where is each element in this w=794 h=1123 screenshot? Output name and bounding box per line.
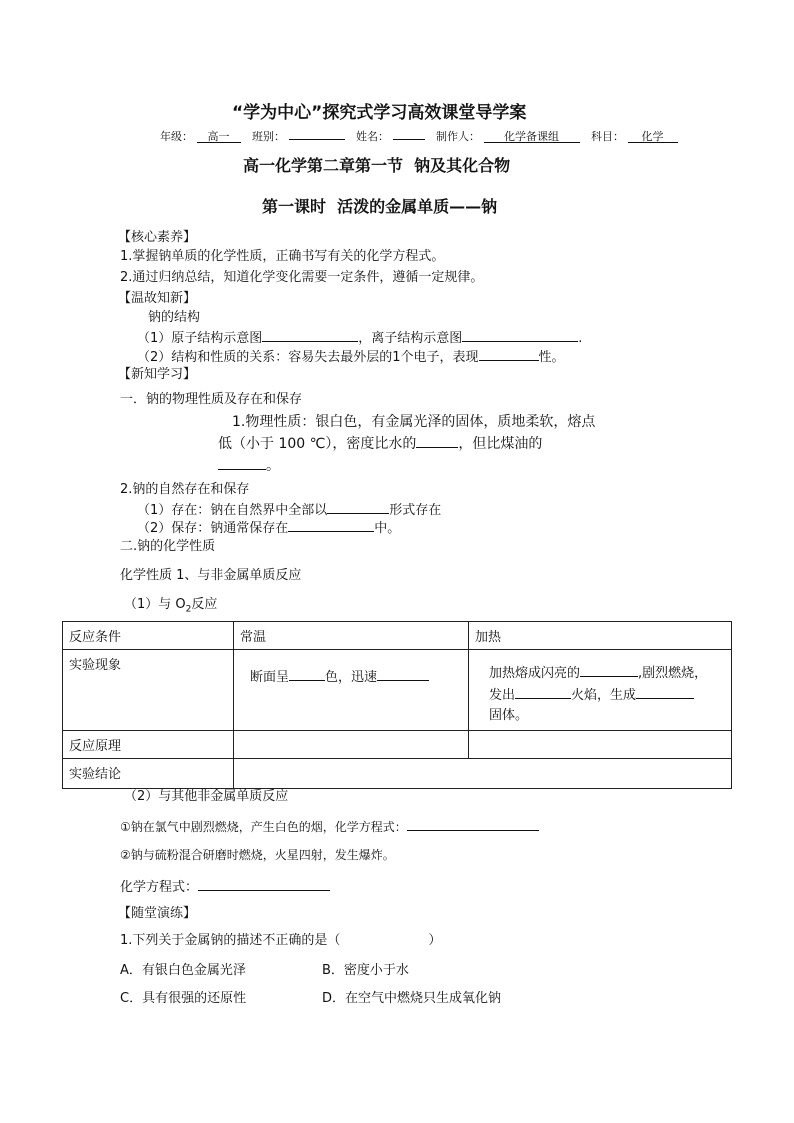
density-water-blank[interactable] bbox=[416, 433, 458, 448]
table-row bbox=[63, 759, 732, 789]
author-value: 化学备课组 bbox=[504, 130, 559, 143]
core-item-1: 1.掌握钠单质的化学性质，正确书写有关的化学方程式。 bbox=[120, 249, 445, 264]
table-row bbox=[63, 650, 732, 731]
core-heading: 【核心素养】 bbox=[118, 230, 197, 245]
option-c[interactable]: C．具有很强的还原性 bbox=[120, 991, 247, 1006]
part2-title: 二.钠的化学性质 bbox=[120, 539, 216, 554]
o2-reaction-title bbox=[124, 596, 217, 619]
density-label: 低（小于 100 ℃），密度比水的 bbox=[218, 436, 417, 452]
equation-label: 化学方程式： bbox=[120, 880, 199, 895]
principle-heat-cell[interactable] bbox=[469, 731, 732, 759]
ion-diagram-blank[interactable] bbox=[462, 327, 578, 342]
normal-phenomenon bbox=[234, 650, 469, 731]
table-row bbox=[63, 622, 732, 650]
sulfur-line: ②钠与硫粉混合研磨时燃烧，火星四射，发生爆炸。 bbox=[120, 848, 395, 862]
core-item-2: 2.通过归纳总结，知道化学变化需要一定条件，遵循一定规律。 bbox=[120, 270, 484, 285]
phys-line-2 bbox=[218, 433, 542, 453]
grade-field[interactable] bbox=[197, 128, 241, 143]
info-line bbox=[160, 125, 678, 146]
conclusion-cell[interactable] bbox=[234, 759, 732, 789]
relation-end: 性。 bbox=[538, 350, 565, 365]
table-row bbox=[63, 731, 732, 759]
heat-e: 固体。 bbox=[489, 708, 529, 723]
review-line-1 bbox=[137, 327, 582, 348]
other-title: （2）与其他非金属单质反应 bbox=[124, 789, 289, 804]
heat-a: 加热熔成闪亮的 bbox=[489, 666, 581, 681]
subject-label: 科目： bbox=[591, 130, 624, 143]
review-line-2 bbox=[137, 346, 565, 367]
chlorine-equation-blank[interactable] bbox=[407, 816, 539, 831]
review-heading: 【温故知新】 bbox=[118, 291, 197, 306]
phys-line-1: 1.物理性质：银白色，有金属光泽的固体，质地柔软，熔点 bbox=[232, 414, 596, 430]
part1-title: 一．钠的物理性质及存在和保存 bbox=[120, 392, 303, 407]
row-phenomenon: 实验现象 bbox=[63, 650, 234, 731]
option-d[interactable]: D．在空气中燃烧只生成氧化钠 bbox=[322, 991, 502, 1006]
store-end: 中。 bbox=[374, 521, 401, 536]
heat-phenomenon bbox=[469, 650, 732, 731]
o2-label-a: （1）与 O bbox=[124, 597, 186, 612]
principle-normal-cell[interactable] bbox=[234, 731, 469, 759]
header-condition: 反应条件 bbox=[63, 622, 234, 650]
subject-field[interactable] bbox=[628, 128, 678, 143]
grade-label: 年级： bbox=[160, 130, 193, 143]
cut-color-blank[interactable] bbox=[289, 666, 325, 681]
quick-change-blank[interactable] bbox=[377, 666, 429, 681]
sulfur-equation-blank[interactable] bbox=[198, 876, 330, 891]
chem-prop-1: 化学性质 1、与非金属单质反应 bbox=[120, 568, 302, 583]
class-field[interactable] bbox=[289, 125, 345, 140]
class-label: 班别： bbox=[252, 130, 285, 143]
melt-blank[interactable] bbox=[580, 662, 638, 677]
normal-b: 色，迅速 bbox=[325, 670, 378, 685]
page-title: “学为中心”探究式学习高效课堂导学案 bbox=[232, 103, 527, 123]
o2-label-b: 反应 bbox=[191, 597, 218, 612]
option-b[interactable]: B．密度小于水 bbox=[322, 963, 409, 978]
atom-diagram-blank[interactable] bbox=[262, 327, 358, 342]
row-principle: 反应原理 bbox=[63, 731, 234, 759]
exist-label: （1）存在：钠在自然界中全部以 bbox=[137, 503, 328, 518]
chlorine-text: ①钠在氯气中剧烈燃烧，产生白色的烟，化学方程式： bbox=[120, 820, 407, 834]
question-1-end: ） bbox=[428, 933, 442, 948]
ion-diagram-label: ，离子结构示意图 bbox=[358, 331, 463, 346]
flame-color-blank[interactable] bbox=[515, 684, 571, 699]
sulfur-equation-line bbox=[120, 876, 330, 897]
product-blank[interactable] bbox=[636, 684, 694, 699]
density-kerosene-blank[interactable] bbox=[218, 455, 266, 470]
row-conclusion: 实验结论 bbox=[63, 759, 234, 789]
heat-d: 火焰，生成 bbox=[571, 688, 637, 703]
natural-line-2 bbox=[137, 517, 400, 538]
header-heat: 加热 bbox=[469, 622, 732, 650]
phys-end: 。 bbox=[266, 458, 280, 474]
question-1-text: 1.下列关于金属钠的描述不正确的是（ bbox=[120, 933, 341, 948]
option-a[interactable]: A．有银白色金属光泽 bbox=[120, 963, 246, 978]
heat-b: ,剧烈燃烧， bbox=[638, 666, 708, 681]
practice-heading: 【随堂演练】 bbox=[118, 906, 197, 921]
subject-value: 化学 bbox=[641, 130, 664, 143]
store-label: （2）保存：钠通常保存在 bbox=[137, 521, 289, 536]
phys-line-3 bbox=[218, 455, 280, 475]
author-field[interactable] bbox=[484, 128, 580, 143]
question-1 bbox=[120, 932, 441, 950]
header-normal: 常温 bbox=[234, 622, 469, 650]
relation-label: （2）结构和性质的关系：容易失去最外层的1个电子，表现 bbox=[137, 350, 479, 365]
name-field[interactable] bbox=[393, 125, 425, 140]
review-structure: 钠的结构 bbox=[148, 310, 201, 325]
author-label: 制作人： bbox=[436, 130, 480, 143]
new-heading: 【新知学习】 bbox=[118, 367, 197, 382]
normal-a: 断面呈 bbox=[250, 670, 290, 685]
name-label: 姓名： bbox=[356, 130, 389, 143]
store-blank[interactable] bbox=[288, 517, 374, 532]
review-dot: . bbox=[578, 331, 583, 346]
chlorine-line bbox=[120, 816, 539, 836]
heat-c: 发出 bbox=[489, 688, 516, 703]
grade-value: 高一 bbox=[207, 130, 230, 143]
chapter-title: 高一化学第二章第一节 钠及其化合物 bbox=[243, 156, 511, 175]
kerosene-label: ，但比煤油的 bbox=[458, 436, 543, 452]
experiment-table bbox=[62, 621, 732, 789]
section-title: 第一课时 活泼的金属单质——钠 bbox=[262, 197, 498, 216]
atom-diagram-label: （1）原子结构示意图 bbox=[137, 331, 263, 346]
relation-blank[interactable] bbox=[479, 346, 539, 361]
o2-subscript: 2 bbox=[185, 604, 192, 615]
exist-blank[interactable] bbox=[327, 499, 389, 514]
exist-end: 形式存在 bbox=[389, 503, 442, 518]
natural-title: 2.钠的自然存在和保存 bbox=[120, 482, 250, 497]
